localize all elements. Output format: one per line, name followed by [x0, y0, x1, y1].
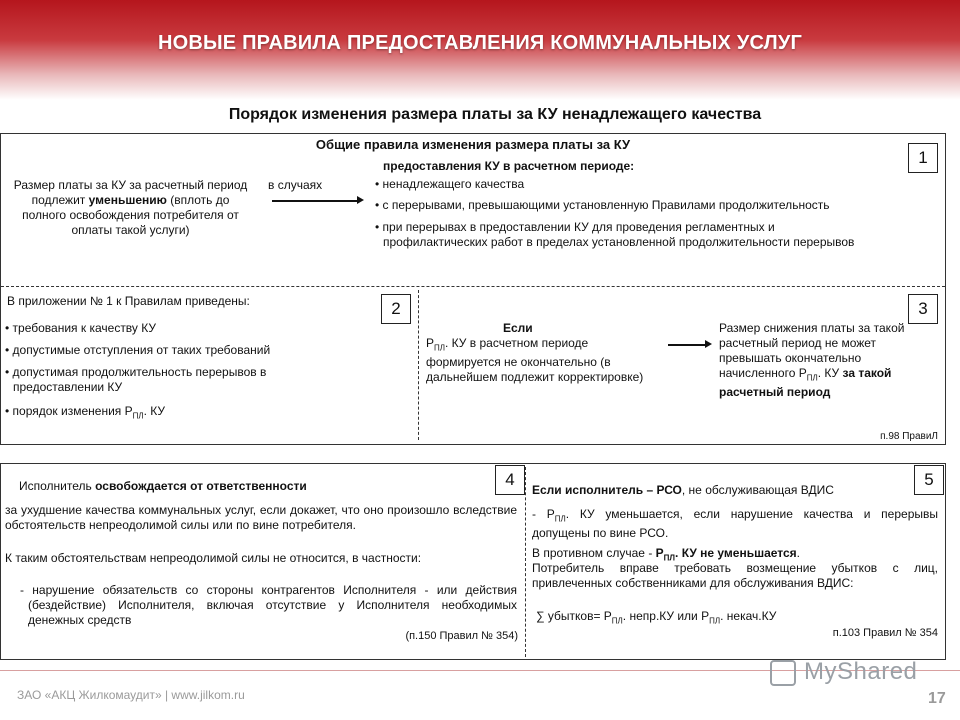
- box3-condition: $Р_{ПЛ}$. КУ в расчетном периоде формируется не окончательно (в дальнейшем подлежит корректировке): [426, 336, 644, 385]
- box3-reference: п.98 ПравиЛ: [880, 431, 938, 442]
- box5-heading: Если исполнитель – РСО, не обслуживающая ВДИС: [532, 483, 834, 497]
- box2-item: • допустимая продолжительность перерывов в предоставлении КУ: [5, 365, 267, 394]
- box5-line3: Потребитель вправе требовать возмещение убытков с лиц, привлеченных собственниками для обслуживания ВДИС:: [532, 561, 938, 590]
- box4-paragraph2: К таким обстоятельствам непреодолимой силы не относится, в частности:: [5, 551, 422, 565]
- box1-heading2: предоставления КУ в расчетном периоде:: [383, 159, 635, 173]
- box5-number: 5: [914, 465, 944, 495]
- footer-organization: ЗАО «АКЦ Жилкомаудит» | www.jilkom.ru: [17, 688, 245, 702]
- box3-arrow: [668, 344, 706, 346]
- box4-number: 4: [495, 465, 525, 495]
- box2-item: • допустимые отступления от таких требований: [5, 343, 405, 358]
- box4-heading: Исполнитель освобождается от ответственности: [19, 479, 307, 493]
- box1-number: 1: [908, 143, 938, 173]
- slide-title: НОВЫЕ ПРАВИЛА ПРЕДОСТАВЛЕНИЯ КОММУНАЛЬНЫХ УСЛУГ: [157, 32, 803, 54]
- box5-reference: п.103 Правил № 354: [832, 627, 938, 639]
- box2-box3-divider: [418, 290, 419, 440]
- watermark-text: MyShared: [804, 658, 918, 685]
- box2-number: 2: [381, 294, 411, 324]
- box1-item: • ненадлежащего качества: [375, 177, 935, 192]
- box5-line2: В противном случае - $Р_{ПЛ}$. КУ не уменьшается.: [532, 546, 801, 563]
- box4-box5-divider: [525, 467, 526, 657]
- box1-arrow: [272, 200, 358, 202]
- top-frame-divider: [1, 286, 945, 287]
- box1-left-bold: уменьшению: [88, 193, 167, 207]
- box2-item: • требования к качеству КУ: [5, 321, 405, 336]
- page-number: 17: [928, 690, 946, 707]
- box1-arrow-label: в случаях: [268, 178, 323, 192]
- box1-heading: Общие правила изменения размера платы за КУ: [315, 137, 631, 152]
- box5-formula: ∑ убытков= $Р_{ПЛ}$. непр.КУ или $Р_{ПЛ}$. некач.КУ: [536, 609, 777, 626]
- box1-item: • при перерывах в предоставлении КУ для проведения регламентных и профилактических работ в пределах установленной продолжительности перерывов: [375, 220, 855, 249]
- box4-paragraph1: за ухудшение качества коммунальных услуг, если докажет, что оно произошло вследствие обстоятельств непреодолимой силы или по вине потребителя.: [5, 503, 517, 532]
- box3-result: Размер снижения платы за такой расчетный период не может превышать окончательно начисленного $Р_{ПЛ}$. КУ за такой расчетный период: [719, 321, 905, 400]
- box1-item: • с перерывами, превышающими установленную Правилами продолжительность: [375, 198, 935, 213]
- box2-item-last: • порядок изменения $Р_{ПЛ}$. КУ: [5, 404, 166, 421]
- box1-left-text: [8, 178, 253, 238]
- box3-if-label: Если: [503, 321, 533, 335]
- box3-number: 3: [908, 294, 938, 324]
- watermark-logo-icon: [770, 660, 796, 686]
- box4-dash-item: - нарушение обязательств со стороны контрагентов Исполнителя - или действия (бездействие) Исполнителя, включая отсутствие у Исполнителя необходимых денежных средств: [20, 583, 517, 627]
- slide-subtitle: Порядок изменения размера платы за КУ ненадлежащего качества: [228, 106, 762, 123]
- box5-line1: - $Р_{ПЛ}$. КУ уменьшается, если нарушение качества и перерывы допущены по вине РСО.: [532, 507, 938, 541]
- box1-left-part2: (вплоть до полного освобождения потребителя от оплаты такой услуги): [22, 193, 239, 237]
- box2-heading: В приложении № 1 к Правилам приведены:: [7, 294, 250, 308]
- box1-left-part1: Размер платы за КУ за расчетный период подлежит: [13, 178, 248, 207]
- box4-reference: (п.150 Правил № 354): [405, 630, 518, 642]
